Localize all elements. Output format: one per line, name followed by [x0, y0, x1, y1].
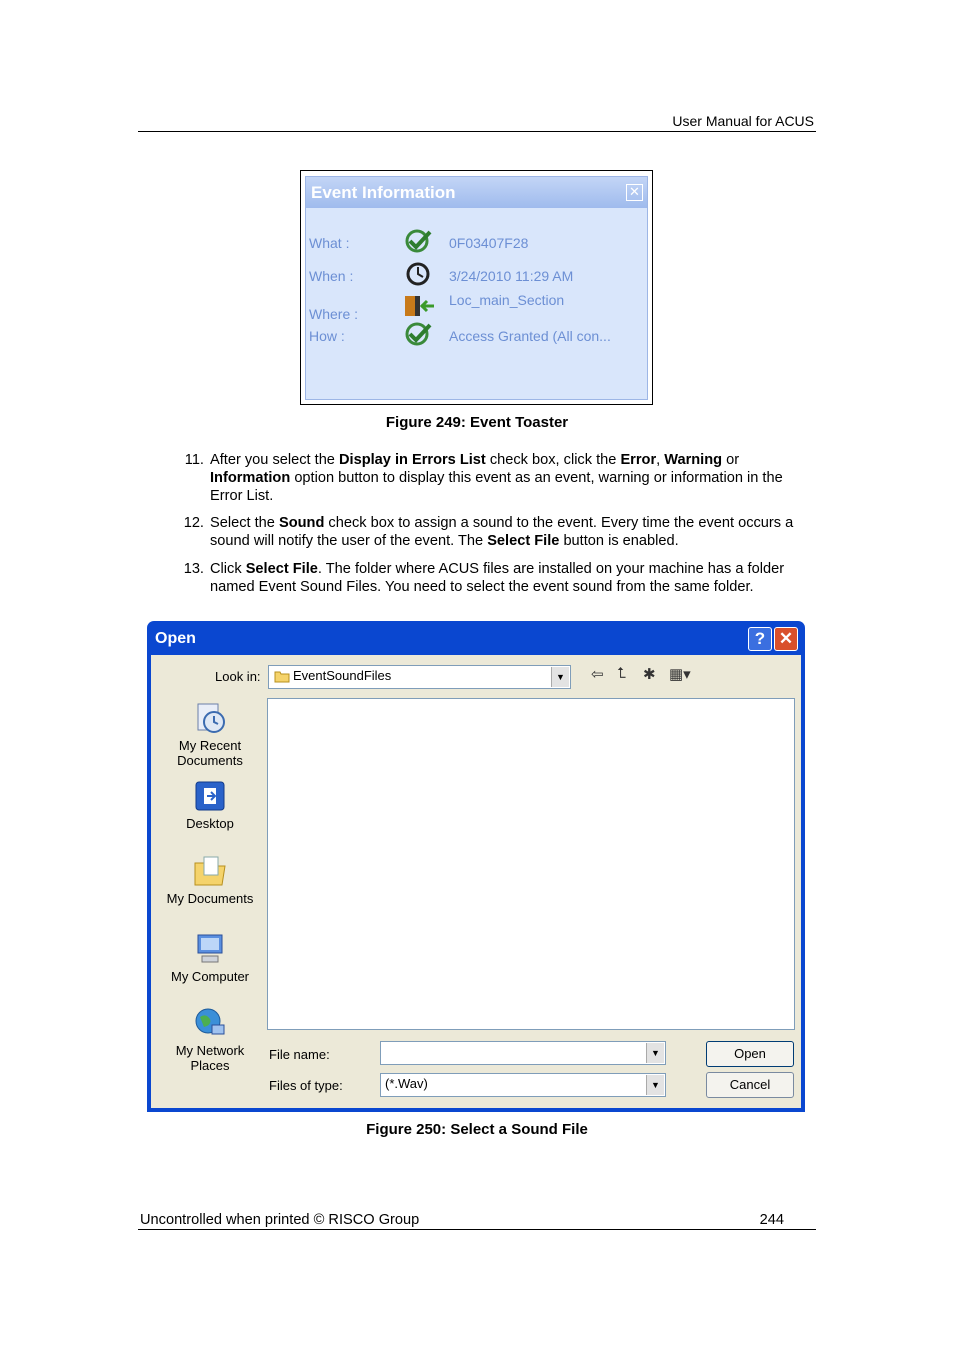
my-documents-icon: [192, 853, 228, 889]
recent-documents-icon: [192, 700, 228, 736]
step-text: Click Select File. The folder where ACUS files are installed on your machine has a folder named Event Sound Files. You need to select the event sound from the same folder.: [210, 561, 785, 595]
step-number: 11.: [184, 452, 204, 468]
toaster-title: Event Information: [306, 177, 647, 208]
bold-term: Error: [620, 452, 657, 468]
step-number: 12.: [183, 515, 204, 531]
clock-icon: [403, 262, 435, 286]
footer-notice: Uncontrolled when printed © RISCO Group: [140, 1212, 420, 1228]
place-label: My Computer: [170, 969, 250, 984]
step-text: After you select the Display in Errors List check box, click the Error, Warning or Information option button to display this event as an event, warning or information in the Error List.: [210, 452, 783, 504]
how-label: How :: [309, 328, 345, 344]
network-places-icon: [192, 1005, 228, 1041]
my-computer-icon: [192, 931, 228, 967]
when-label: When :: [309, 268, 354, 284]
file-name-combo[interactable]: [380, 1041, 666, 1065]
what-label: What :: [309, 235, 350, 251]
place-label: My Network Places: [175, 1043, 245, 1073]
look-in-combo[interactable]: [268, 665, 571, 689]
look-in-value: EventSoundFiles: [293, 668, 392, 683]
check-icon: [403, 229, 435, 253]
folder-icon: [274, 670, 290, 683]
check-icon: [403, 322, 435, 346]
views-menu-icon[interactable]: ▦▾: [669, 666, 691, 683]
step-number: 13.: [183, 561, 204, 577]
dialog-body: [151, 655, 801, 1108]
back-icon[interactable]: ⇦: [591, 666, 604, 683]
files-of-type-label: Files of type:: [269, 1078, 343, 1093]
new-folder-icon[interactable]: ✱: [643, 666, 656, 683]
step-text: Select the Sound check box to assign a sound to the event. Every time the event occurs a sound will notify the user of the event. The Select File button is enabled.: [210, 515, 794, 549]
file-name-label: File name:: [269, 1047, 330, 1062]
files-of-type-combo[interactable]: [380, 1073, 666, 1097]
place-label: Desktop: [186, 816, 234, 831]
step-11: [178, 451, 818, 505]
place-desktop[interactable]: [157, 778, 263, 831]
place-label: My Documents: [166, 891, 254, 906]
header-rule: [138, 131, 816, 132]
chevron-down-icon[interactable]: ▼: [551, 667, 569, 687]
footer-rule: [138, 1229, 816, 1230]
close-icon[interactable]: ✕: [626, 184, 643, 201]
step-12: [178, 514, 818, 550]
where-value: Loc_main_Section: [449, 292, 565, 308]
close-button[interactable]: ✕: [774, 627, 798, 651]
how-value: Access Granted (All con...: [449, 328, 611, 344]
bold-term: Select File: [487, 533, 560, 549]
file-list[interactable]: [267, 698, 795, 1030]
dialog-title: Open: [155, 630, 196, 647]
bold-term: Sound: [278, 515, 325, 531]
figure-249-caption: Figure 249: Event Toaster: [385, 414, 569, 431]
place-label: My Recent Documents: [177, 738, 243, 768]
event-toaster-figure: [300, 170, 653, 405]
help-button[interactable]: ?: [748, 627, 772, 651]
place-my-computer[interactable]: [157, 931, 263, 984]
open-dialog: [147, 621, 805, 1112]
files-of-type-value: (*.Wav): [385, 1076, 428, 1091]
place-my-recent-documents[interactable]: [157, 700, 263, 768]
page-header: User Manual for ACUS: [672, 113, 814, 129]
figure-250-caption: Figure 250: Select a Sound File: [366, 1121, 588, 1138]
place-my-documents[interactable]: [157, 853, 263, 906]
desktop-icon: [192, 778, 228, 814]
what-value: 0F03407F28: [449, 235, 529, 251]
event-information-window: [305, 176, 648, 400]
where-label: Where :: [309, 306, 359, 322]
bold-term: Information: [210, 470, 291, 486]
when-value: 3/24/2010 11:29 AM: [449, 268, 574, 284]
open-button[interactable]: Open: [706, 1041, 794, 1067]
place-my-network-places[interactable]: [157, 1005, 263, 1073]
bold-term: Select File: [245, 561, 318, 577]
step-13: [178, 560, 818, 614]
chevron-down-icon[interactable]: ▼: [646, 1075, 664, 1095]
page-number: 244: [759, 1212, 784, 1228]
door-icon: [403, 294, 435, 318]
bold-term: Display in Errors List: [338, 452, 486, 468]
bold-term: Warning: [664, 452, 723, 468]
cancel-button[interactable]: Cancel: [706, 1072, 794, 1098]
chevron-down-icon[interactable]: ▼: [646, 1043, 664, 1063]
up-folder-icon[interactable]: ⮤: [617, 665, 626, 682]
look-in-label: Look in:: [215, 669, 261, 684]
